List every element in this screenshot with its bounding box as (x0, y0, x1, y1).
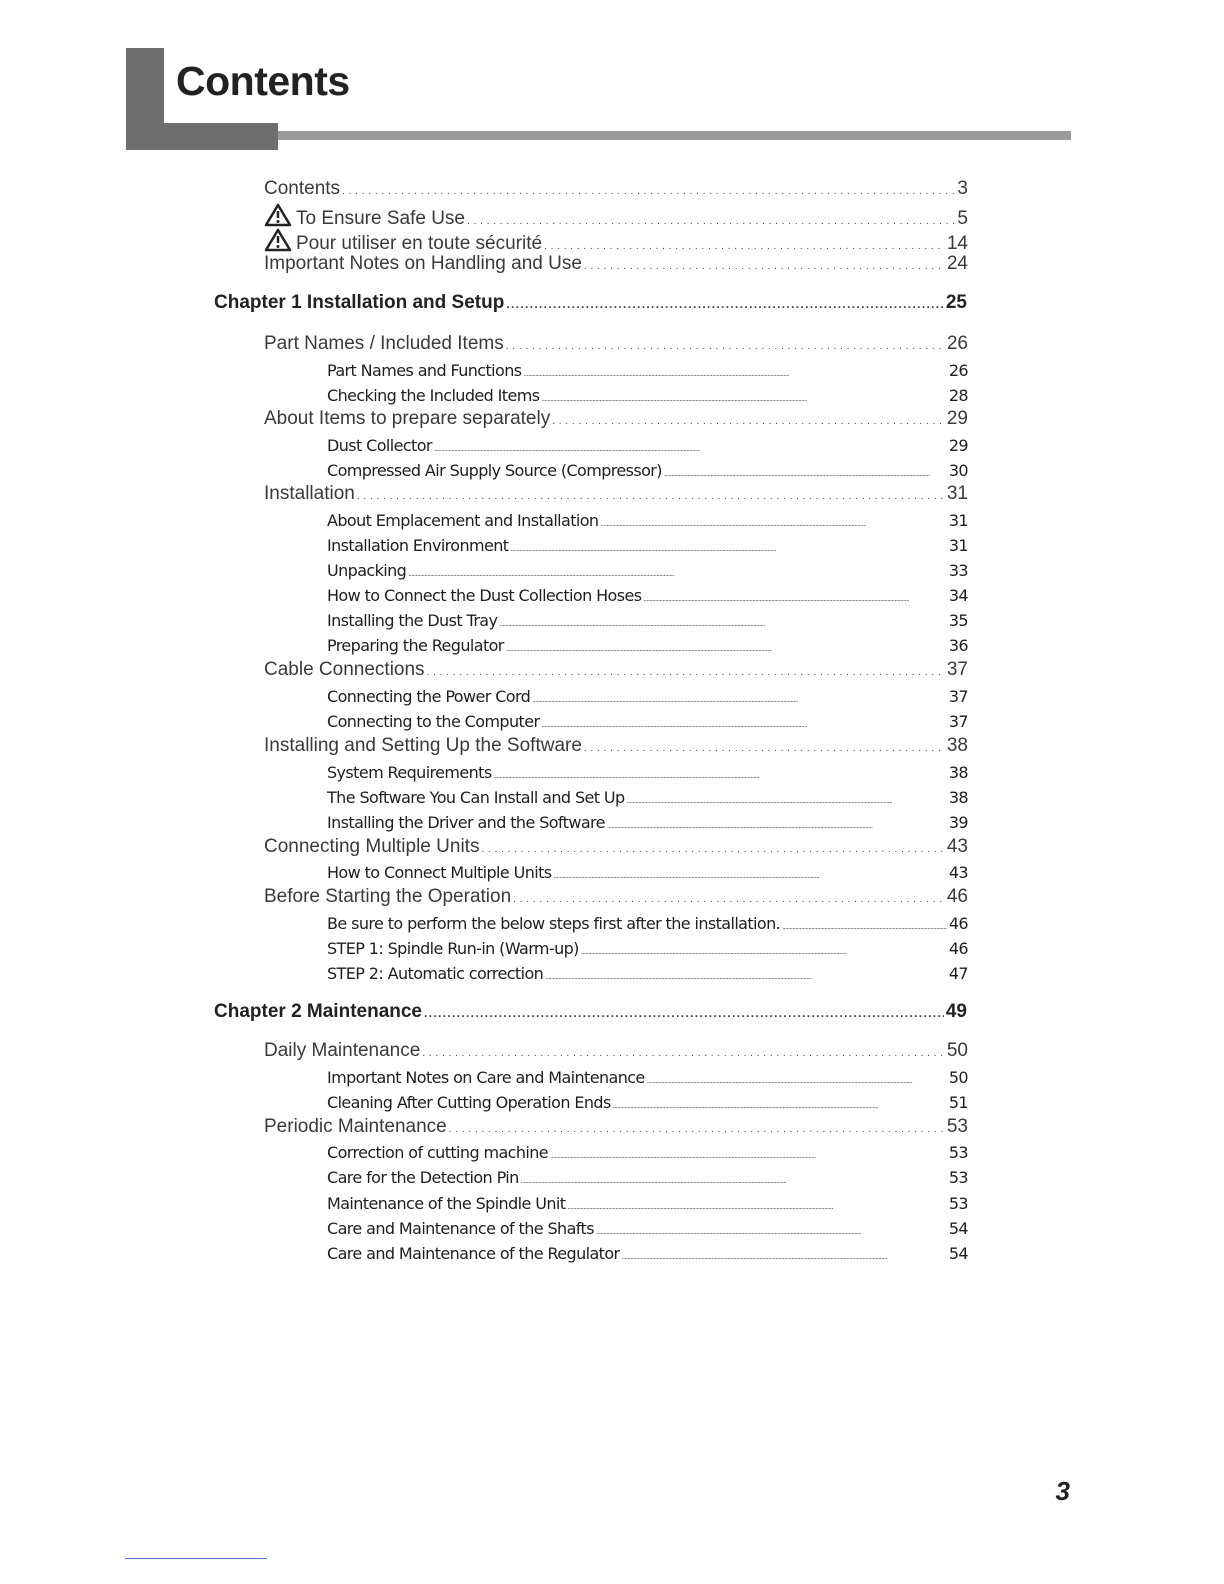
dot-leader (643, 595, 946, 603)
toc-entry-section[interactable] (264, 886, 968, 908)
toc-entry-page: 37 (946, 659, 968, 680)
toc-entry-sub[interactable] (327, 1244, 968, 1263)
page-title: Contents (176, 58, 350, 104)
toc-entry-page: 25 (945, 292, 967, 313)
toc-entry-top[interactable] (264, 253, 968, 275)
toc-entry-sub[interactable] (327, 561, 968, 580)
toc-entry-chapter[interactable] (214, 292, 967, 314)
toc-entry-page: 38 (948, 763, 968, 782)
page-number: 3 (1055, 1476, 1070, 1506)
toc-entry-text: Unpacking (327, 561, 407, 580)
toc-entry-title (327, 687, 530, 706)
toc-entry-sub[interactable] (327, 1143, 968, 1162)
toc-entry-text: Installing the Dust Tray (327, 611, 498, 630)
toc-entry-text: Installing and Setting Up the Software (264, 735, 582, 756)
dot-leader (408, 570, 947, 578)
toc-entry-title (327, 1143, 548, 1162)
toc-entry-title (327, 386, 539, 405)
toc-entry-page: 34 (948, 586, 968, 605)
toc-entry-text: Important Notes on Care and Maintenance (327, 1068, 645, 1087)
toc-entry-page: 29 (946, 408, 968, 429)
toc-entry-page: 53 (948, 1143, 968, 1162)
toc-entry-page: 46 (948, 914, 968, 933)
toc-entry-page: 46 (948, 939, 968, 958)
toc-entry-text: System Requirements (327, 763, 492, 782)
toc-entry-text: Compressed Air Supply Source (Compressor) (327, 461, 662, 480)
dot-leader (600, 520, 946, 528)
dot-leader (494, 772, 947, 780)
toc-entry-text: About Emplacement and Installation (327, 511, 599, 530)
toc-entry-title (214, 1001, 422, 1023)
toc-entry-title (327, 586, 641, 605)
toc-entry-title (327, 1219, 594, 1238)
toc-entry-section[interactable] (264, 333, 968, 355)
dot-leader (647, 1077, 947, 1085)
dot-leader (552, 416, 945, 427)
dot-leader (434, 445, 947, 453)
toc-entry-text: Cable Connections (264, 659, 425, 680)
toc-entry-text: Chapter 1 Installation and Setup (214, 292, 505, 313)
toc-entry-title (264, 483, 355, 505)
toc-entry-title (327, 964, 543, 983)
toc-entry-text: STEP 1: Spindle Run-in (Warm-up) (327, 939, 579, 958)
toc-entry-title (264, 886, 511, 908)
dot-leader (424, 1006, 944, 1020)
dot-leader (584, 743, 945, 754)
dot-leader (467, 216, 955, 227)
toc-entry-text: Dust Collector (327, 436, 432, 455)
toc-entry-sub[interactable] (327, 1194, 968, 1213)
toc-entry-page: 39 (948, 813, 968, 832)
dot-leader (584, 261, 945, 272)
toc-entry-section[interactable] (264, 1116, 968, 1138)
toc-entry-title (264, 735, 582, 757)
dot-leader (622, 1253, 947, 1261)
toc-entry-page: 29 (948, 436, 968, 455)
toc-entry-text: How to Connect the Dust Collection Hoses (327, 586, 642, 605)
toc-entry-sub[interactable] (327, 687, 968, 706)
toc-entry-page: 50 (948, 1068, 968, 1087)
toc-entry-title (327, 561, 406, 580)
toc-entry-title (327, 1194, 565, 1213)
toc-entry-sub[interactable] (327, 964, 968, 983)
toc-entry-title (327, 611, 497, 630)
toc-entry-title (264, 228, 542, 255)
dot-leader (513, 894, 945, 905)
toc-entry-page: 53 (946, 1116, 968, 1137)
toc-entry-sub[interactable] (327, 1168, 968, 1187)
dot-leader (554, 872, 947, 880)
toc-entry-title (327, 1244, 620, 1263)
toc-entry-page: 14 (946, 233, 968, 254)
dot-leader (545, 973, 947, 981)
toc-entry-page: 31 (948, 536, 968, 555)
toc-entry-title (327, 788, 625, 807)
toc-entry-top[interactable] (264, 228, 968, 255)
toc-entry-top[interactable] (264, 203, 968, 230)
toc-entry-sub[interactable] (327, 436, 968, 455)
toc-entry-text: Care and Maintenance of the Shafts (327, 1219, 594, 1238)
toc-entry-section[interactable] (264, 408, 968, 430)
footer-rule (125, 1558, 267, 1559)
toc-entry-page: 38 (948, 788, 968, 807)
toc-entry-text: Daily Maintenance (264, 1040, 421, 1061)
toc-entry-section[interactable] (264, 1040, 968, 1062)
warning-triangle-icon (264, 203, 292, 227)
toc-entry-sub[interactable] (327, 939, 968, 958)
toc-entry-title (264, 1040, 420, 1062)
toc-entry-title (264, 1116, 447, 1138)
toc-entry-text: Part Names and Functions (327, 361, 522, 380)
toc-entry-section[interactable] (264, 659, 968, 681)
dot-leader (342, 186, 955, 197)
dot-leader (427, 667, 945, 678)
toc-entry-title (264, 659, 425, 681)
toc-entry-sub[interactable] (327, 636, 968, 655)
toc-entry-section[interactable] (264, 836, 968, 858)
toc-entry-text: Preparing the Regulator (327, 636, 504, 655)
dot-leader (550, 1152, 947, 1160)
toc-entry-chapter[interactable] (214, 1001, 967, 1023)
toc-entry-text: Installing the Driver and the Software (327, 813, 605, 832)
toc-entry-top[interactable] (264, 178, 968, 200)
toc-entry-page: 51 (948, 1093, 968, 1112)
toc-entry-title (327, 939, 579, 958)
toc-entry-page: 28 (948, 386, 968, 405)
toc-entry-sub[interactable] (327, 788, 968, 807)
toc-entry-title (264, 178, 340, 200)
toc-entry-text: To Ensure Safe Use (296, 208, 465, 229)
toc-entry-sub[interactable] (327, 361, 968, 380)
toc-entry-title (264, 836, 479, 858)
toc-entry-sub[interactable] (327, 511, 968, 530)
toc-entry-text: Installation Environment (327, 536, 509, 555)
toc-entry-page: 46 (946, 886, 968, 907)
toc-entry-text: Cleaning After Cutting Operation Ends (327, 1093, 611, 1112)
toc-entry-page: 54 (948, 1244, 968, 1263)
toc-entry-title (327, 712, 539, 731)
toc-entry-section[interactable] (264, 483, 968, 505)
toc-entry-page: 33 (948, 561, 968, 580)
dot-leader (607, 822, 947, 830)
dot-leader (506, 645, 947, 653)
toc-entry-sub[interactable] (327, 586, 968, 605)
toc-entry-title (214, 292, 504, 314)
toc-entry-sub[interactable] (327, 386, 968, 405)
dot-leader (449, 1124, 945, 1135)
toc-entry-page: 37 (948, 687, 968, 706)
toc-entry-text: Part Names / Included Items (264, 333, 504, 354)
toc-entry-sub[interactable] (327, 712, 968, 731)
dot-leader (664, 470, 947, 478)
toc-entry-page: 38 (946, 735, 968, 756)
toc-entry-section[interactable] (264, 735, 968, 757)
warning-triangle-icon (264, 228, 292, 252)
toc-entry-title (264, 408, 550, 430)
toc-entry-title (327, 1068, 645, 1087)
toc-entry-page: 43 (948, 863, 968, 882)
toc-entry-sub[interactable] (327, 813, 968, 832)
toc-entry-text: How to Connect Multiple Units (327, 863, 552, 882)
toc-entry-title (327, 1168, 519, 1187)
toc-entry-sub[interactable] (327, 1219, 968, 1238)
toc-entry-title (327, 813, 605, 832)
toc-entry-title (327, 863, 552, 882)
toc-entry-text: Connecting Multiple Units (264, 836, 480, 857)
dot-leader (782, 923, 947, 931)
toc-entry-sub[interactable] (327, 1093, 968, 1112)
toc-entry-text: The Software You Can Install and Set Up (327, 788, 625, 807)
toc-entry-sub[interactable] (327, 863, 968, 882)
toc-entry-page: 35 (948, 611, 968, 630)
toc-entry-page: 37 (948, 712, 968, 731)
dot-leader (613, 1102, 947, 1110)
dot-leader (510, 545, 946, 553)
toc-entry-title (327, 536, 508, 555)
toc-entry-sub[interactable] (327, 536, 968, 555)
toc-entry-text: Chapter 2 Maintenance (214, 1001, 422, 1022)
toc-entry-text: STEP 2: Automatic correction (327, 964, 544, 983)
dot-leader (541, 395, 946, 403)
dot-leader (567, 1203, 946, 1211)
toc-entry-text: Contents (264, 178, 341, 199)
toc-entry-page: 3 (957, 178, 968, 199)
toc-entry-text: Important Notes on Handling and Use (264, 253, 582, 274)
toc-entry-title (327, 461, 662, 480)
toc-entry-title (327, 636, 504, 655)
toc-entry-page: 26 (946, 333, 968, 354)
toc-entry-page: 26 (948, 361, 968, 380)
toc-entry-page: 49 (945, 1001, 967, 1022)
dot-leader (596, 1228, 947, 1236)
dot-leader (357, 491, 945, 502)
toc-entry-page: 47 (948, 964, 968, 983)
toc-entry-page: 53 (948, 1194, 968, 1213)
toc-entry-text: Care for the Detection Pin (327, 1168, 519, 1187)
toc-entry-page: 50 (946, 1040, 968, 1061)
toc-entry-text: Correction of cutting machine (327, 1143, 549, 1162)
toc-entry-page: 53 (948, 1168, 968, 1187)
toc-entry-page: 30 (948, 461, 968, 480)
dot-leader (627, 797, 947, 805)
dot-leader (506, 297, 944, 311)
toc-entry-sub[interactable] (327, 763, 968, 782)
toc-entry-text: Connecting the Power Cord (327, 687, 531, 706)
toc-entry-sub[interactable] (327, 1068, 968, 1087)
toc-entry-page: 5 (957, 208, 968, 229)
dot-leader (506, 341, 945, 352)
toc-entry-page: 31 (948, 511, 968, 530)
dot-leader (422, 1048, 945, 1059)
dot-leader (523, 370, 946, 378)
toc-entry-text: Maintenance of the Spindle Unit (327, 1194, 566, 1213)
toc-entry-page: 31 (946, 483, 968, 504)
dot-leader (481, 844, 944, 855)
dot-leader (532, 696, 947, 704)
toc-entry-text: Be sure to perform the below steps first after the installation. (327, 914, 781, 933)
toc-entry-title (264, 333, 504, 355)
toc-entry-text: About Items to prepare separately (264, 408, 551, 429)
dot-leader (541, 721, 946, 729)
toc-entry-text: Care and Maintenance of the Regulator (327, 1244, 620, 1263)
toc-entry-text: Periodic Maintenance (264, 1116, 447, 1137)
toc-entry-title (327, 511, 598, 530)
toc-entry-title (327, 1093, 611, 1112)
toc-entry-page: 54 (948, 1219, 968, 1238)
toc-entry-title (327, 361, 521, 380)
toc-entry-text: Before Starting the Operation (264, 886, 512, 907)
dot-leader (521, 1177, 947, 1185)
toc-entry-title (327, 914, 780, 933)
dot-leader (581, 948, 947, 956)
toc-entry-sub[interactable] (327, 461, 968, 480)
toc-entry-title (327, 763, 492, 782)
toc-entry-sub[interactable] (327, 914, 968, 933)
toc-entry-text: Installation (264, 483, 355, 504)
toc-entry-text: Pour utiliser en toute sécurité (296, 233, 543, 254)
toc-entry-page: 24 (946, 253, 968, 274)
toc-entry-sub[interactable] (327, 611, 968, 630)
toc-entry-text: Checking the Included Items (327, 386, 540, 405)
toc-entry-title (264, 203, 465, 230)
toc-entry-title (327, 436, 432, 455)
toc-entry-page: 43 (946, 836, 968, 857)
dot-leader (499, 620, 946, 628)
toc-entry-text: Connecting to the Computer (327, 712, 540, 731)
dot-leader (544, 241, 945, 252)
toc-entry-title (264, 253, 582, 275)
toc-entry-page: 36 (948, 636, 968, 655)
